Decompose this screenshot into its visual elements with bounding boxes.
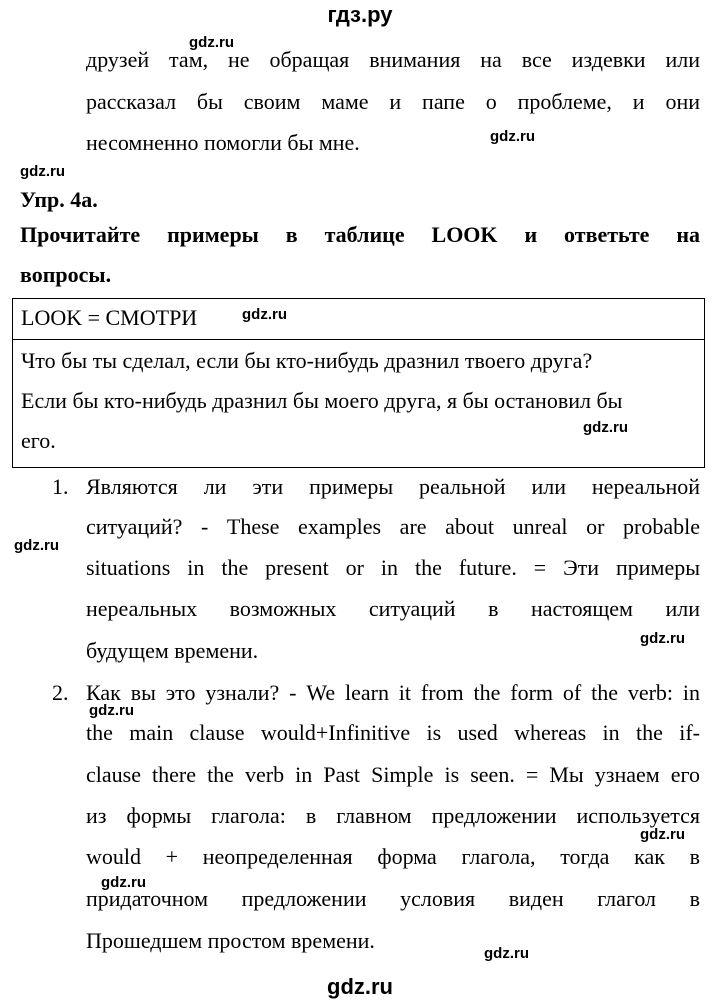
footer-site-title: gdz.ru (327, 974, 393, 999)
watermark: gdz.ru (242, 306, 287, 323)
table-line-3: его. (21, 428, 56, 453)
exercise-number: Упр. 4a. (20, 187, 98, 212)
answer-2-line-2: the main clause would+Infinitive is used whereas in the if- (86, 720, 700, 745)
watermark: gdz.ru (640, 630, 685, 647)
watermark: gdz.ru (89, 702, 134, 719)
watermark: gdz.ru (101, 874, 146, 891)
answer-1-number: 1. (52, 474, 69, 499)
answer-1-line-3: situations in the present or in the future. = Эти примеры (86, 555, 700, 580)
answer-2-number: 2. (52, 680, 69, 705)
answer-2-line-3: clause there the verb in Past Simple is seen. = Мы узнаем его (86, 762, 700, 787)
watermark: gdz.ru (490, 128, 535, 145)
table-line-2: Если бы кто-нибудь дразнил бы моего друга, я бы остановил бы (21, 388, 623, 413)
watermark: gdz.ru (20, 163, 65, 180)
watermark: gdz.ru (189, 34, 234, 51)
answer-2-line-6: придаточном предложении условия виден глагол в (86, 886, 700, 911)
answer-2-line-4: из формы глагола: в главном предложении используется (86, 803, 700, 828)
watermark: gdz.ru (14, 537, 59, 554)
answer-1-line-4: нереальных возможных ситуаций в настоящем или (86, 596, 700, 621)
watermark: gdz.ru (583, 419, 628, 436)
intro-line-3: несомненно помогли бы мне. (86, 130, 360, 155)
answer-1-line-2: ситуаций? - These examples are about unreal or probable (86, 514, 700, 539)
answer-2-line-1: Как вы это узнали? - We learn it from the form of the verb: in (86, 680, 700, 705)
watermark: gdz.ru (640, 826, 685, 843)
table-line-1: Что бы ты сделал, если бы кто-нибудь дразнил твоего друга? (21, 348, 593, 373)
table-title: LOOK = СМОТРИ (21, 305, 198, 330)
intro-line-1: друзей там, не обращая внимания на все издевки или (86, 47, 700, 72)
watermark: gdz.ru (484, 945, 529, 962)
answer-1-line-5: будущем времени. (86, 638, 259, 663)
table-divider (13, 339, 704, 340)
answer-1-line-1: Являются ли эти примеры реальной или нереальной (86, 474, 700, 499)
intro-line-2: рассказал бы своим маме и папе о проблеме, и они (86, 89, 700, 114)
exercise-task-line-2: вопросы. (20, 262, 112, 287)
answer-2-line-5: would + неопределенная форма глагола, тогда как в (86, 844, 700, 869)
exercise-task-line-1: Прочитайте примеры в таблице LOOK и ответьте на (20, 222, 700, 247)
answer-2-line-7: Прошедшем простом времени. (86, 928, 375, 953)
site-title: гдз.ру (327, 2, 393, 27)
